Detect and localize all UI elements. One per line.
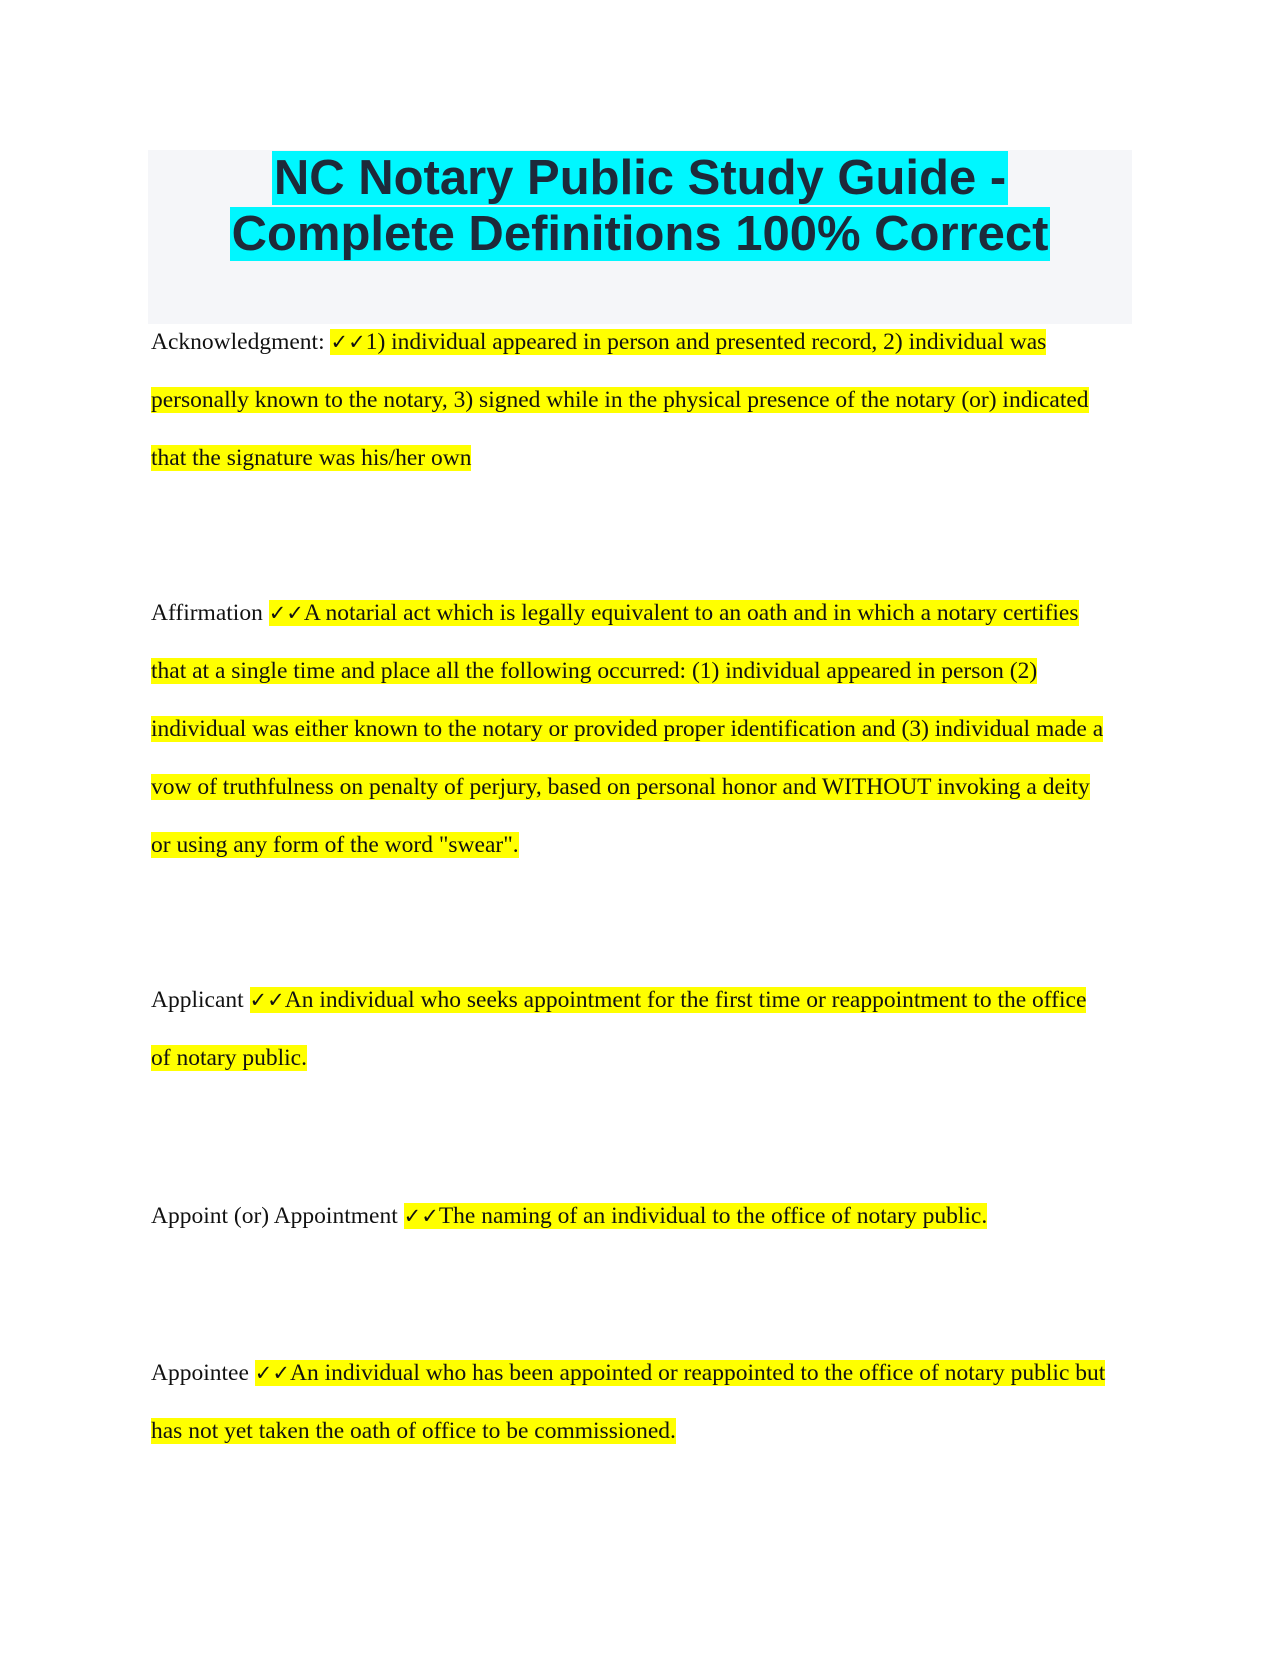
title-line-2: Complete Definitions 100% Correct (231, 207, 1049, 261)
double-check-icon: ✓✓ (254, 1361, 290, 1385)
double-check-icon: ✓✓ (249, 988, 285, 1012)
entry-definition-text: An individual who seeks appointment for the first time or reappointment to the office of notary public. (151, 987, 1087, 1071)
definition-entry-applicant (151, 971, 1111, 1087)
title-line-1: NC Notary Public Study Guide - (273, 151, 1007, 205)
entry-term: Acknowledgment: (151, 329, 331, 355)
double-check-icon: ✓✓ (403, 1204, 439, 1228)
entry-definition (151, 1360, 1105, 1444)
double-check-icon: ✓✓ (268, 601, 304, 625)
entry-definition (404, 1203, 988, 1229)
entry-definition-text: The naming of an individual to the office of notary public. (438, 1203, 988, 1229)
entry-term: Applicant (151, 987, 250, 1013)
entry-term: Appointee (151, 1360, 255, 1386)
entry-definition-text: An individual who has been appointed or reappointed to the office of notary public but has not yet taken the oath of office to be commissioned. (151, 1360, 1106, 1444)
double-check-icon: ✓✓ (330, 330, 366, 354)
entry-definition-text: A notarial act which is legally equivalent to an oath and in which a notary certifies that at a single time and place all the following occurred: (1) individual appeared in person (2) individual was either known to the notary or provided proper identification and (3) individual made a vow of truthfulness on penalty of perjury, based on personal honor and WITHOUT invoking a deity or using any form of the word "swear". (151, 600, 1104, 858)
definition-entry-appointment (151, 1187, 1111, 1245)
definition-entry-appointee (151, 1344, 1111, 1460)
entry-term: Appoint (or) Appointment (151, 1203, 404, 1229)
document-title (148, 150, 1132, 262)
entry-definition (151, 987, 1086, 1071)
definition-entry-acknowledgment (151, 313, 1111, 487)
entry-term: Affirmation (151, 600, 269, 626)
entry-definition (151, 600, 1103, 858)
definition-entry-affirmation (151, 584, 1111, 874)
entry-definition-text: 1) individual appeared in person and presented record, 2) individual was personally known to the notary, 3) signed while in the physical presence of the notary (or) indicated that the signature was his/her own (151, 329, 1089, 471)
